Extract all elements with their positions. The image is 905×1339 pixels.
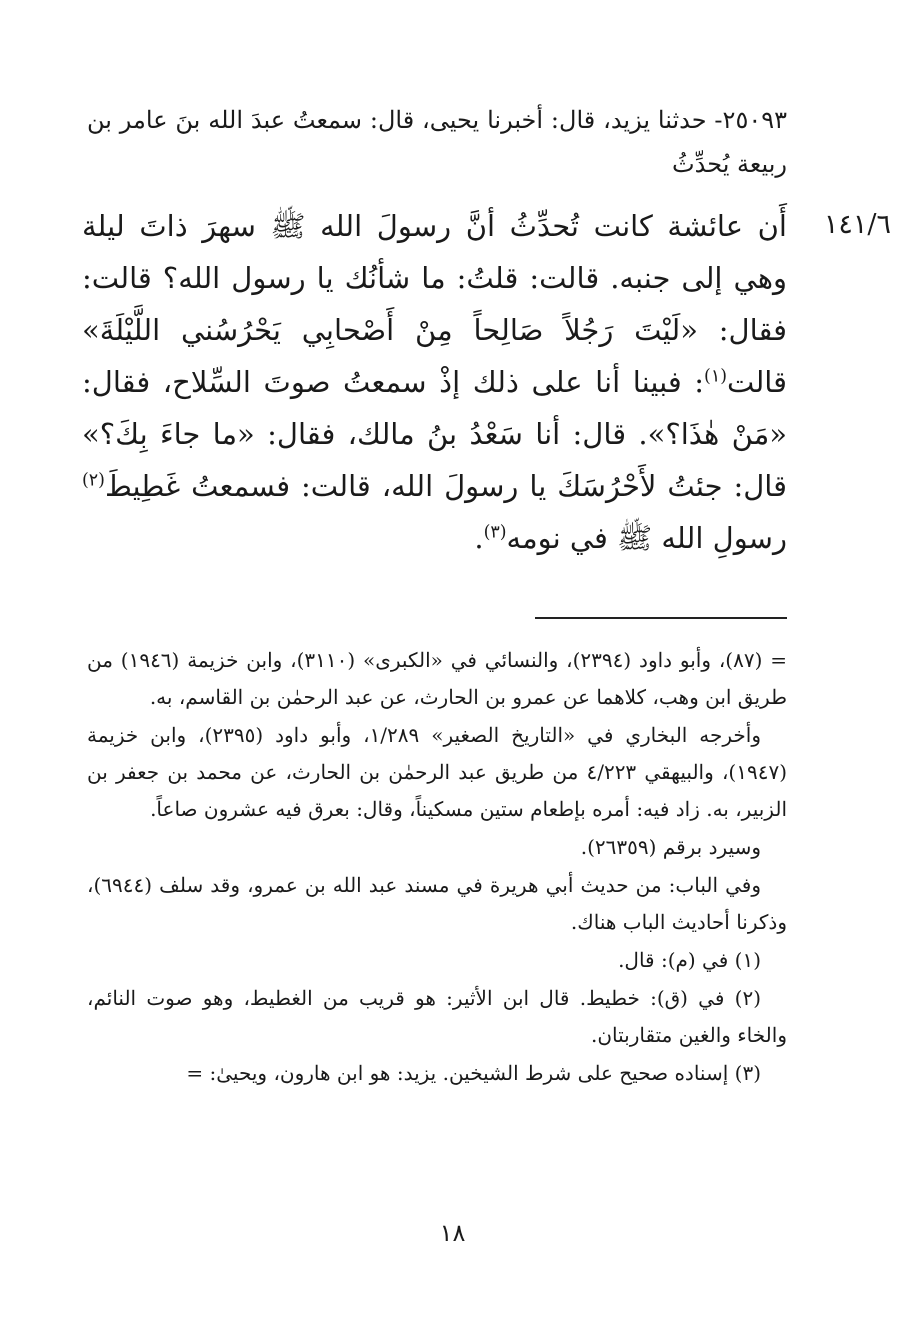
footnote-1: (١) في (م): قال.: [618, 948, 761, 972]
volume-page-reference: ١٤١/٦: [823, 209, 891, 240]
footnote-continuation: = (٨٧)، وأبو داود (٢٣٩٤)، والنسائي في «الكبرى» (٣١١٠)، وابن خزيمة (١٩٤٦) من طريق ابن وهب، كلاهما عن عمرو بن الحارث، عن عبد الرحمٰن بن القاسم، به.: [87, 648, 787, 709]
hadith-chain: [87, 98, 787, 186]
hadith-text-paragraph: [82, 200, 787, 564]
footnote-3: (٣) إسناده صحيح على شرط الشيخين. يزيد: هو ابن هارون، ويحيىٰ: =: [186, 1061, 761, 1085]
hadith-text-end: .: [474, 521, 484, 555]
footnote-separator: [535, 617, 787, 619]
hadith-text: [82, 200, 787, 564]
hadith-text-part-1: أَن عائشة كانت تُحدِّثُ أنَّ رسولَ الله ﷺ سهرَ ذاتَ ليلة وهي إلى جنبه. قالت: قلتُ: ما شأنُك يا رسول الله؟ قالت: فقال: «لَيْتَ رَجُلاً صَالِحاً مِنْ أَصْحابِي يَحْرُسُني اللَّيْلَةَ» قالت: [82, 209, 787, 399]
page-number: ١٨: [439, 1219, 466, 1247]
hadith-text-part-3: رسولِ الله ﷺ في نومه: [506, 521, 787, 555]
footnote-paragraph: وفي الباب: من حديث أبي هريرة في مسند عبد الله بن عمرو، وقد سلف (٦٩٤٤)، وذكرنا أحاديث الباب هناك.: [87, 873, 787, 934]
footnote-2: (٢) في (ق): خطيط. قال ابن الأثير: هو قريب من الغطيط، وهو صوت النائم، والخاء والغين متقاربتان.: [87, 986, 787, 1047]
footnotes: [87, 642, 787, 1093]
footnote-marker-3[interactable]: (٣): [483, 522, 507, 543]
footnote-paragraph: وأخرجه البخاري في «التاريخ الصغير» ١/٢٨٩، وأبو داود (٢٣٩٥)، وابن خزيمة (١٩٤٧)، والبيهقي ٤/٢٢٣ من طريق عبد الرحمٰن بن الحارث، عن محمد بن جعفر بن الزبير، به. زاد فيه: أمره بإطعام ستين مسكيناً، وقال: بعرق فيه عشرون صاعاً.: [87, 723, 787, 821]
hadith-chain-text: ٢٥٠٩٣- حدثنا يزيد، قال: أخبرنا يحيى، قال: سمعتُ عبدَ الله بنَ عامر بن ربيعة يُحدِّثُ: [87, 106, 787, 178]
footnote-marker-2[interactable]: (٢): [82, 470, 105, 491]
hadith-text-part-2: : فبينا أنا على ذلك إذْ سمعتُ صوتَ السِّلاح، فقال: «مَنْ هٰذَا؟». قال: أنا سَعْدُ بنُ مالك، فقال: «ما جاءَ بِكَ؟» قال: جئتُ لأَحْرُسَكَ يا رسولَ الله، قالت: فسمعتُ غَطِيطَ: [82, 365, 787, 503]
footnote-marker-1[interactable]: (١): [704, 366, 727, 387]
footnote-paragraph: وسيرد برقم (٢٦٣٥٩).: [580, 835, 761, 859]
